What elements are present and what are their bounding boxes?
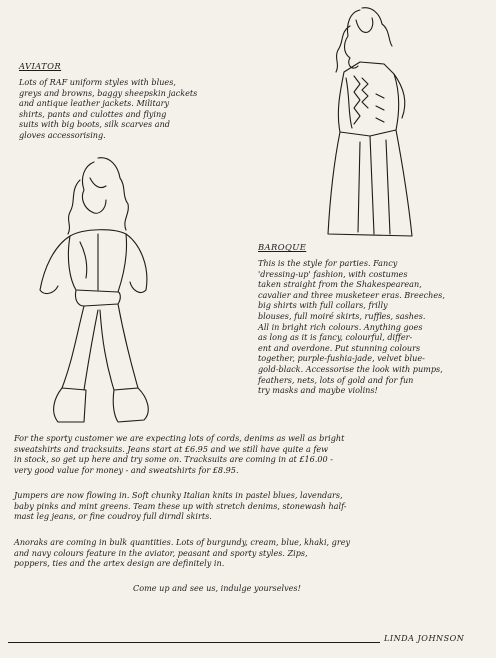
aviator-heading: AVIATOR [19, 61, 62, 71]
closing-line: Come up and see us, indulge yourselves! [133, 583, 301, 593]
jumpers-paragraph [14, 490, 347, 522]
sporty-line: very good value for money - and sweatshirts for £8.95. [14, 464, 239, 475]
sporty-line: sweatshirts and tracksuits. Jeans start at £6.95 and we still have quite a few [14, 443, 329, 454]
anoraks-line: Anoraks are coming in bulk quantities. Lots of burgundy, cream, blue, khaki, grey [14, 537, 351, 547]
baroque-line: as long as it is fancy, colourful, differ- [258, 332, 413, 343]
aviator-paragraph [19, 77, 197, 141]
baroque-line: try masks and maybe violins! [258, 385, 378, 396]
baroque-line: blouses, full moiré skirts, ruffles, sashes. [258, 310, 426, 321]
signature-rule [8, 642, 380, 643]
baroque-line: All in bright rich colours. Anything goes [258, 321, 423, 332]
sporty-line: For the sporty customer we are expecting lots of cords, denims as well as bright [14, 433, 345, 443]
aviator-line: and antique leather jackets. Military [19, 98, 170, 109]
aviator-line: shirts, pants and culottes and flying [19, 108, 167, 119]
baroque-line: big shirts with full collars, frilly [258, 300, 388, 311]
baroque-line: feathers, nets, lots of gold and for fun [258, 374, 414, 385]
jumpers-line: mast leg jeans, or fine coudroy full dirndl skirts. [14, 511, 212, 522]
aviator-figure-illustration [14, 150, 184, 430]
jumpers-line: Jumpers are now flowing in. Soft chunky Italian knits in pastel blues, lavendars, [14, 490, 343, 500]
baroque-line: This is the style for parties. Fancy [258, 258, 398, 268]
baroque-line: cavalier and three musketeer eras. Breeches, [258, 289, 445, 300]
baroque-paragraph [258, 258, 445, 396]
anoraks-line: poppers, ties and the artex design are definitely in. [14, 558, 225, 569]
aviator-line: suits with big boots, silk scarves and [19, 119, 170, 130]
aviator-line: greys and browns, baggy sheepskin jackets [19, 87, 198, 98]
aviator-line: Lots of RAF uniform styles with blues, [19, 77, 176, 87]
baroque-figure-illustration [300, 2, 430, 242]
aviator-line: gloves accessorising. [19, 129, 106, 140]
baroque-heading: BAROQUE [258, 242, 307, 252]
baroque-line: 'dressing-up' fashion, with costumes [258, 268, 408, 279]
sporty-line: in stock, so get up here and try some on. Tracksuits are coming in at £16.00 - [14, 454, 333, 465]
author-signature: LINDA JOHNSON [384, 633, 465, 643]
baroque-line: gold-black. Accessorise the look with pumps, [258, 363, 443, 374]
baroque-line: taken straight from the Shakespearean, [258, 279, 422, 290]
anoraks-paragraph [14, 537, 350, 569]
jumpers-line: baby pinks and mint greens. Team these up with stretch denims, stonewash half- [14, 500, 347, 511]
sporty-paragraph [14, 433, 344, 475]
anoraks-line: and navy colours feature in the aviator, peasant and sporty styles. Zips, [14, 547, 308, 558]
baroque-line: ent and overdone. Put stunning colours [258, 342, 421, 353]
baroque-line: together, purple-fushia-jade, velvet blue- [258, 353, 425, 364]
